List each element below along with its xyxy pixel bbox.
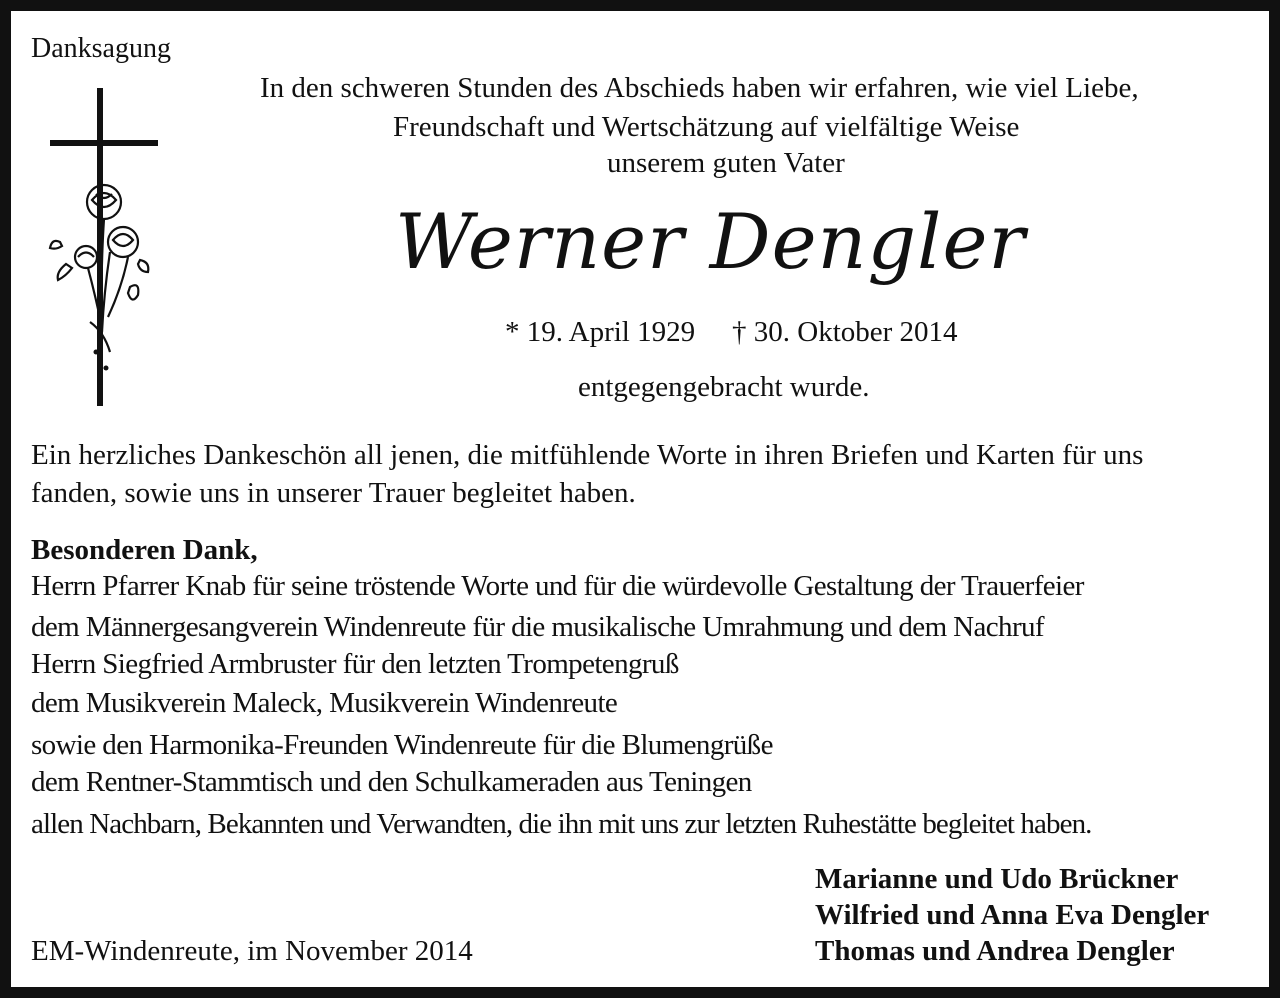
deceased-name: Werner Dengler [395, 197, 1026, 286]
special-thanks-heading: Besonderen Dank, [31, 534, 258, 566]
death-date: † 30. Oktober 2014 [732, 316, 958, 348]
thanks-line-2: fanden, sowie uns in unserer Trauer begleitet haben. [31, 477, 636, 509]
notice-heading: Danksagung [31, 33, 171, 64]
special-line-1: Herrn Pfarrer Knab für seine tröstende Worte und für die würdevolle Gestaltung der Trauerfeier [31, 570, 1084, 602]
special-line-2: dem Männergesangverein Windenreute für die musikalische Umrahmung und dem Nachruf [31, 611, 1044, 643]
signature-3: Thomas und Andrea Dengler [815, 935, 1175, 967]
special-line-3: Herrn Siegfried Armbruster für den letzten Trompetengruß [31, 648, 679, 680]
special-line-6: dem Rentner-Stammtisch und den Schulkameraden aus Teningen [31, 766, 752, 798]
intro-line-1: In den schweren Stunden des Abschieds haben wir erfahren, wie viel Liebe, [260, 72, 1139, 104]
special-line-5: sowie den Harmonika-Freunden Windenreute für die Blumengrüße [31, 729, 773, 761]
special-line-4: dem Musikverein Maleck, Musikverein Windenreute [31, 687, 618, 719]
cross-with-roses-icon [30, 82, 180, 412]
signature-2: Wilfried und Anna Eva Dengler [815, 899, 1210, 931]
special-line-7: allen Nachbarn, Bekannten und Verwandten, die ihn mit uns zur letzten Ruhestätte begleitet haben. [31, 808, 1092, 840]
after-name-line: entgegengebracht wurde. [578, 371, 870, 403]
thanks-line-1: Ein herzliches Dankeschön all jenen, die mitfühlende Worte in ihren Briefen und Karten für uns [31, 439, 1144, 471]
intro-line-3: unserem guten Vater [607, 147, 845, 179]
intro-line-2: Freundschaft und Wertschätzung auf vielfältige Weise [393, 111, 1020, 143]
signature-1: Marianne und Udo Brückner [815, 863, 1179, 895]
place-date: EM-Windenreute, im November 2014 [31, 935, 473, 967]
birth-date: * 19. April 1929 [505, 316, 696, 348]
